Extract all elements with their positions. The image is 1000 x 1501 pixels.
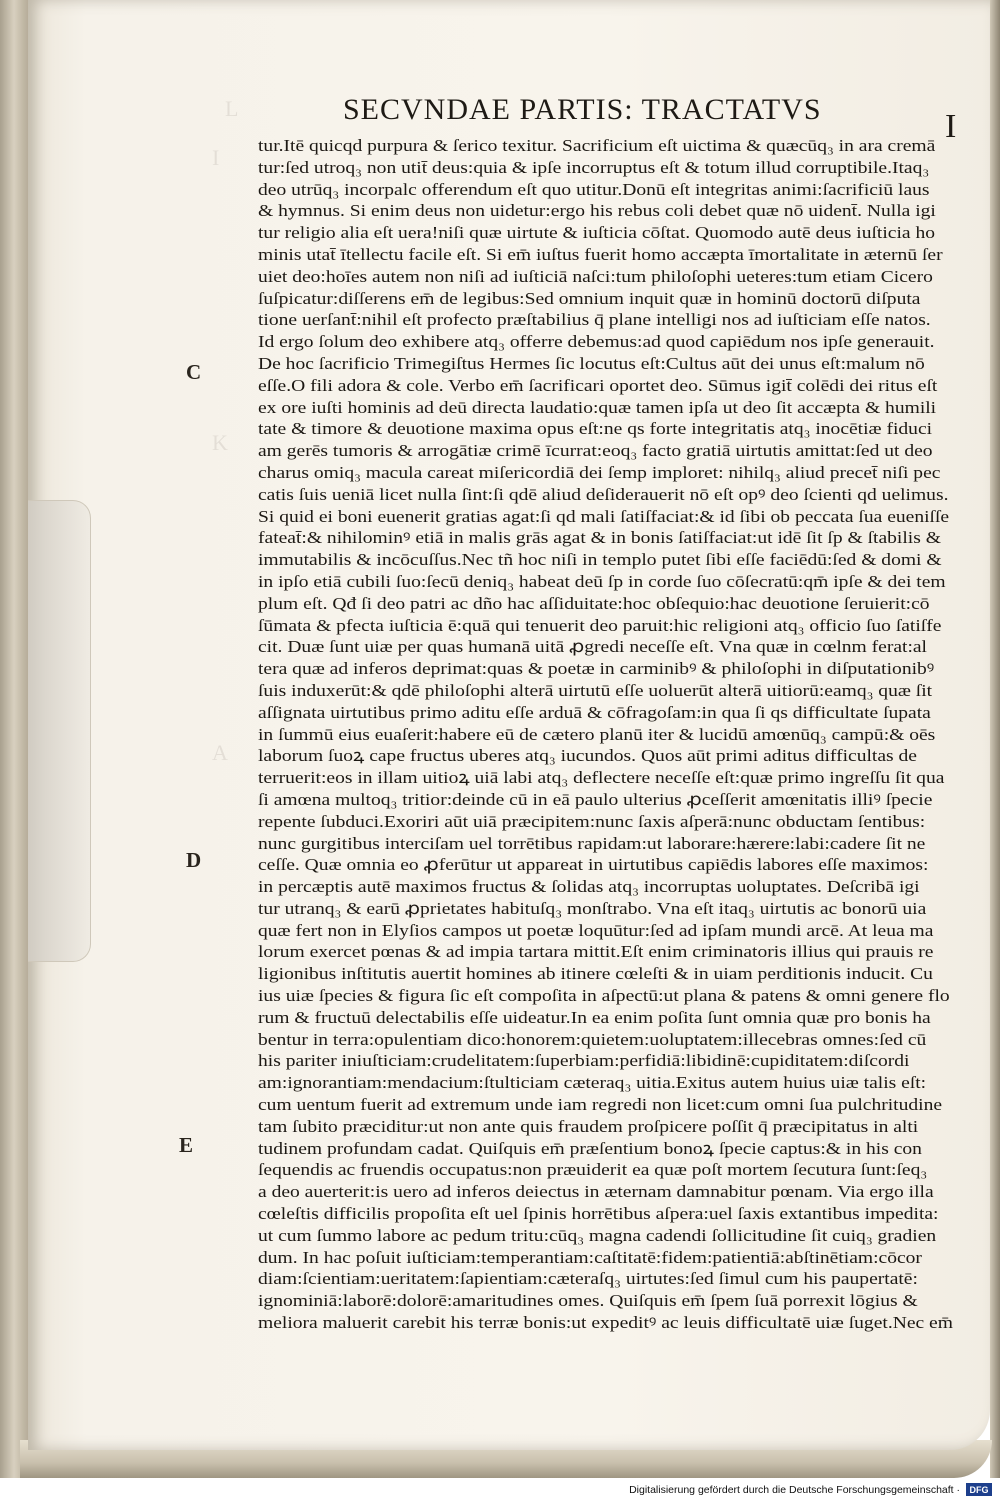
text-line: aſſignata uirtutibus primo aditu eſſe arduā & cōfragoſam:in qua ſi qs difficultate ſupata: [258, 702, 931, 722]
text-line: laborum ſuoꝝ cape fructus uberes atq₃ iucundos. Quos aūt primi aditus difficultas de: [258, 746, 917, 766]
text-line: ceſſe. Quæ omnia eo ꝓferūtur ut appareat in uirtutibus capiēdis labores eſſe maximos:: [258, 855, 929, 875]
bookmark-strip: [28, 500, 91, 962]
text-line: plum eſt. Qđ ſi deo patri ac dño hac aſſiduitate:hoc obſequio:hac deuotione ſeruierit:cō: [258, 593, 930, 613]
text-line: charus omiq₃ macula careat miſericordiā dei ſemp imploret: nihilq₃ aliud precet̄ niſi pec: [258, 462, 941, 482]
show-through-mark: L: [225, 96, 239, 121]
text-line: am gerēs tumoris & arrogātiæ crimē īcurrat:eoq₃ facto gratiā uirtutis amittat:ſed ut deo: [258, 441, 933, 461]
text-line: lorum exercet pœnas & ad impia tartara mittit.Eſt enim criminatoris illius qui prauis re: [258, 942, 934, 962]
text-line: ut cum ſummo labore ac pedum tritu:cūq₃ magna cadendi ſollicitudine ſit cuiq₃ gradien: [258, 1225, 937, 1245]
show-through-mark: I: [212, 145, 220, 170]
text-line: ex ore iuſti hominis ad deū directa laudatio:quæ tamen ipſa ut deo ſit accæpta & humili: [258, 397, 937, 417]
text-line: ligionibus inſtitutis auertit homines ab itinere cœleſti & in uiam perditionis inducit. Cu: [258, 964, 933, 984]
text-line: in ſummū eius euaſerit:habere eū de cætero planū iter & lucidū amœnūq₃ campū:& oēs: [258, 724, 936, 744]
text-line: ſuis induxerūt:& qdē philoſophi alterā uirtutū eſſe uoluerūt alterā uitiorū:eamq₃ quæ ſit: [258, 680, 933, 700]
text-line: his pariter iniuſticiam:crudelitatem:ſuperbiam:perfidiā:libidinē:cupiditatem:diſcordi: [258, 1051, 910, 1071]
footer-bar: [0, 1478, 1000, 1501]
text-line: terruerit:eos in illam uitioꝝ uiā labi atq₃ deflectere neceſſe eſt:quæ primo ingreſſu ſit qua: [258, 768, 945, 788]
text-line: ſequendis ac fruendis occupatus:non præuiderit ea quæ poſt mortem ſecutura ſunt:ſeq₃: [258, 1160, 928, 1180]
text-line: minis utat̄ ītellectu facile eſt. Si em̄ iuſtus fuerit homo accæpta īmortalitate in æternū ſer: [258, 244, 943, 264]
text-line: tione uerſant̄:nihil eſt profecto præſtabilius q̄ plane intelligi nos ad iuſticiam eſſe natos.: [258, 310, 931, 330]
text-line: tam ſubito præciditur:ut non ante quis fraudem proſpicere poſſit q̄ præcipitatus in alti: [258, 1116, 919, 1136]
text-line: eſſe.O fili adora & cole. Verbo em̄ ſacrificari oportet deo. Sūmus igit̄ colēdi dei ritus eſt: [258, 375, 938, 395]
running-head: SECVNDAE PARTIS: TRACTATVS: [343, 93, 822, 126]
text-line: tur:ſed utroq₃ non utit̄ deus:quia & ipſe incorruptus eſt & totum illud corruptibile.Itaq₃: [258, 157, 930, 177]
text-line: tur.Itē quicqd purpura & ſerico texitur. Sacrificium eſt uictima & quæcūq₃ in ara cremā: [258, 136, 936, 155]
text-line: ſuſpicatur:diſſerens em̄ de legibus:Sed omnium inquit quæ in hominū doctorū diſputa: [258, 288, 921, 308]
text-line: ignominiā:laborē:dolorē:amaritudines omes. Quiſquis em̄ ſpem ſuā porrexit lōgius &: [258, 1291, 918, 1311]
text-line: quæ fert non in Elyſios campos ut poetæ loquūtur:ſed ad ipſam mundi arcē. At leua ma: [258, 920, 934, 940]
text-line: rum & fructuū delectabilis eſſe uideatur.In ea enim poſita ſunt omnia quæ pro bonis ha: [258, 1007, 931, 1027]
margin-letter-c: C: [186, 360, 202, 384]
text-line: cum uentum fuerit ad extremum unde iam regredi non licet:cum omni ſua pulchritudine: [258, 1095, 943, 1115]
text-line: tera quæ ad inferos deprimat:quas & poetæ in carminibꝰ & philoſophi in diſputationibꝰ: [258, 659, 935, 679]
text-line: tur utranq₃ & earū ꝓprietates habituſq₃ monſtrabo. Vna eſt itaq₃ uirtutis ac bonorū uia: [258, 898, 927, 918]
text-line: & hymnus. Si enim deus non uidetur:ergo his rebus coli debet quæ nō uident̄. Nulla igi: [258, 201, 936, 221]
dfg-logo-icon: DFG: [966, 1483, 992, 1496]
text-line: a deo auerterit:is uero ad inferos deiectus in æternam damnabitur pœnam. Via ergo illa: [258, 1182, 934, 1202]
show-through-mark: K: [212, 430, 228, 455]
text-line: catis ſuis ueniā licet nulla ſint:ſi qdē aliud deſiderauerit nō eſt opꝰ deo ſcienti qd uelimus.: [258, 484, 949, 504]
show-through-mark: A: [212, 740, 228, 765]
margin-letter-e: E: [179, 1133, 194, 1157]
text-line: in percæptis autē maximos fructus & ſolidas atq₃ incorruptas uoluptates. Deſcribā igi: [258, 877, 920, 897]
text-line: repente ſubduci.Exoriri aūt uiā præcipitem:nunc ſaxis aſperā:nunc obductam ſentibus:: [258, 811, 926, 831]
text-line: ſūmata & pfecta iuſticia ē:quā qui tenuerit deo paruit:hic religioni atq₃ officio ſuo ſatiſfe: [258, 615, 942, 635]
text-line: uiet deo:hoīes autem non niſi ad iuſticiā naſci:tum philoſophi ueteres:tum etiam Cicero: [258, 266, 933, 286]
text-line: cœleſtis difficilis propoſita eſt uel ſpinis horrētibus aſpera:uel ſaxis extantibus impedita:: [258, 1204, 939, 1224]
text-line: De hoc ſacrificio Trimegiſtus Hermes ſic locutus eſt:Cultus aūt dei unus eſt:malum nō: [258, 353, 925, 373]
text-line: dum. In hac poſuit iuſticiam:temperantiam:caſtitatē:fidem:patientiā:abſtinētiam:cōcor: [258, 1247, 922, 1267]
text-line: ſi amœna multoq₃ tritior:deinde cū in eā paulo ulterius ꝓceſſerit amœnitatis illiꝰ ſpecie: [258, 789, 933, 809]
text-line: tate & timore & deuotione maxima opus eſt:ne qs forte integritatis atq₃ inocētiæ fiduci: [258, 419, 933, 439]
funding-credit: Digitalisierung gefördert durch die Deutsche Forschungsgemeinschaft ·: [629, 1483, 960, 1496]
text-line: meliora maluerit carebit his terræ bonis:ut expeditꝰ ac leuis difficultatē uiæ ſuget.Nec em̄: [258, 1313, 953, 1333]
text-line: am:ignorantiam:mendacium:ſtulticiam cæteraq₃ uitia.Exitus autem huius uiæ talis eſt:: [258, 1073, 927, 1093]
text-line: Id ergo ſolum deo exhibere atq₃ offerre debemus:ad quod capiēdum nos ipſe generauit.: [258, 332, 935, 352]
text-line: ius uiæ ſpecies & figura ſic eſt compoſita in aſpectū:ut plana & patens & omni genere flo: [258, 986, 950, 1006]
text-line: Si quid ei boni euenerit gratias agat:ſi qd mali ſatiſfaciat:& id ſibi ob peccata ſua eueniſſe: [258, 506, 950, 526]
text-line: tur religio alia eſt uera!niſi quæ uirtute & iuſticia cōſtat. Quomodo autē deus iuſticia ho: [258, 223, 936, 243]
text-line: diam:ſcientiam:ueritatem:ſapientiam:cæteraſq₃ uirtutes:ſed ſimul cum his paupertatē:: [258, 1269, 918, 1289]
text-line: cit. Duæ ſunt uiæ per quas humanā uitā ꝓgredi neceſſe eſt. Vna quæ in cœlnm ferat:al: [258, 637, 927, 657]
text-line: deo utrūq₃ incorpalc offerendum eſt quo utitur.Donū eſt integritas animi:ſacrificiū laus: [258, 179, 930, 199]
text-line: in ipſo etiā cubili ſuo:ſecū deniq₃ habeat deū ſp in corde ſuo cōſecratū:qm̄ ipſe & dei tem: [258, 571, 946, 591]
text-line: fateat̄:& nihilominꝰ etiā in malis grās agat & in bonis ſatiſfaciat:ut idē ſit ſp & ſtabilis &: [258, 528, 941, 548]
folio-number: I: [945, 108, 957, 145]
text-line: immutabilis & incōcuſſus.Nec tñ hoc niſi in templo putet ſibi eſſe faciēdū:ſed & domi &: [258, 550, 942, 570]
text-line: tudinem profundam cadat. Quiſquis em̄ præſentium bonoꝝ ſpecie captus:& in his con: [258, 1138, 922, 1158]
text-line: bentur in terra:opulentiam dico:honorem:quietem:uoluptatem:illecebras omnes:ſed cū: [258, 1029, 927, 1049]
text-line: nunc gurgitibus interciſam uel torrētibus rapidam:ut laborare:hærere:labi:cadere ſit ne: [258, 833, 926, 853]
body-text: [258, 135, 958, 1334]
margin-letter-d: D: [186, 848, 202, 872]
